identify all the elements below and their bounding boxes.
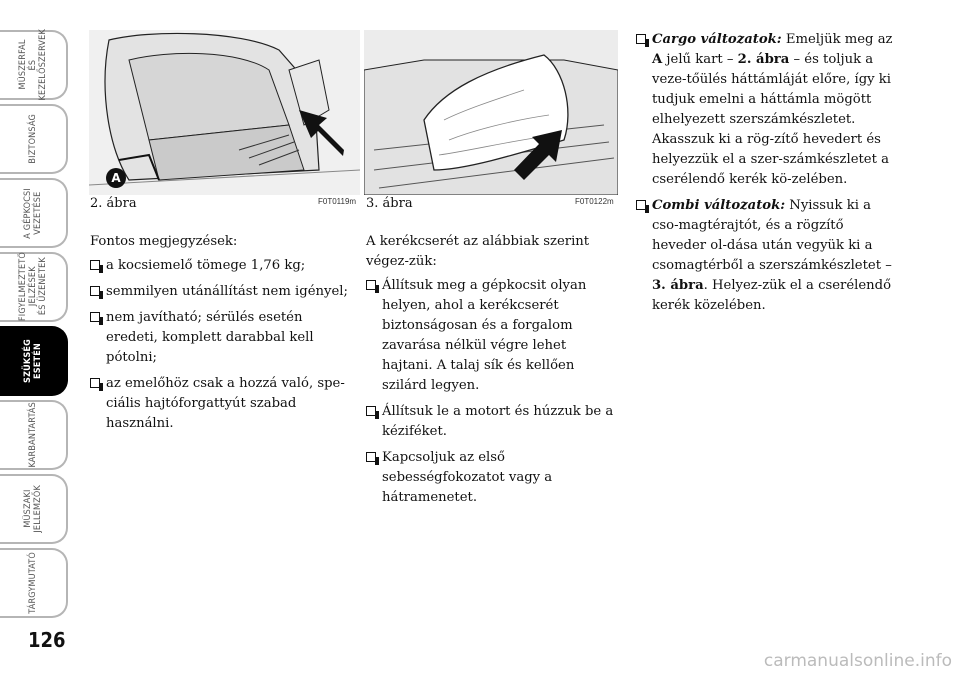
list-item — [366, 402, 618, 442]
tab-label: TÁRGYMUTATÓ — [28, 552, 38, 614]
figure-ref: 3. ábra — [652, 278, 704, 293]
list-item-text: Állítsuk meg a gépkocsit olyan helyen, ahol a kerékcserét biztonságosan és a forgalom zavarása nélkül végre lehet hajtani. A talaj sík és kellően szilárd legyen. — [382, 278, 587, 393]
list-item-text: Állítsuk le a motort és húzzuk be a kéziféket. — [382, 404, 614, 439]
figure-3-cargo-area — [364, 30, 618, 195]
checkbox-bullet-icon — [636, 200, 646, 210]
checkbox-bullet-icon — [366, 406, 376, 416]
list-item — [636, 196, 894, 316]
checkbox-bullet-icon — [366, 280, 376, 290]
tab-label: BIZTONSÁG — [28, 114, 38, 164]
figure-2-caption: 2. ábra — [90, 196, 137, 211]
tab-label: MŰSZAKI JELLEMZŐK — [23, 485, 43, 533]
notes-intro: Fontos megjegyzések: — [90, 234, 238, 249]
tab-biztonsag[interactable] — [0, 104, 68, 174]
tab-karbantartas[interactable] — [0, 400, 68, 470]
cargo-illustration — [364, 30, 618, 195]
watermark: carmanualsonline.info — [763, 651, 952, 671]
tab-label: KARBANTARTÁS — [28, 402, 38, 468]
tab-muszaki-jellemzok[interactable] — [0, 474, 68, 544]
list-item — [366, 448, 618, 508]
list-item-text: Kapcsoljuk az első sebességfokozatot vagy a hátramenetet. — [382, 450, 553, 505]
cargo-lead: Cargo változatok: — [652, 32, 782, 47]
variants-column — [636, 30, 894, 322]
seat-illustration — [89, 30, 360, 195]
tab-label: A GÉPKOCSI VEZETÉSE — [23, 187, 43, 239]
text-run: jelű kart – — [662, 52, 738, 67]
checkbox-bullet-icon — [366, 452, 376, 462]
tab-gepkocsi-vezetese[interactable] — [0, 178, 68, 248]
tab-label: SZÜKSÉG ESETÉN — [23, 339, 43, 383]
list-item — [90, 308, 352, 368]
tab-figyelmezteto-jelzesek[interactable] — [0, 252, 68, 322]
figure-3-caption: 3. ábra — [366, 196, 413, 211]
figure-ref: 2. ábra — [737, 52, 790, 67]
list-item — [366, 276, 618, 396]
list-item — [90, 374, 352, 434]
procedure-column — [366, 232, 618, 514]
figure-3-code: F0T0122m — [575, 197, 614, 206]
checkbox-bullet-icon — [90, 260, 100, 270]
list-item-text: nem javítható; sérülés esetén eredeti, komplett darabbal kell pótolni; — [106, 310, 314, 365]
text-run: . Helyez-zük el a cserélendő kerék közelében. — [652, 278, 892, 313]
checkbox-bullet-icon — [90, 378, 100, 388]
checkbox-bullet-icon — [90, 312, 100, 322]
procedure-intro: A kerékcserét az alábbiak szerint végez-zük: — [366, 234, 590, 269]
tab-muszerfal[interactable] — [0, 30, 68, 100]
text-run: Nyissuk ki a cso-magtérajtót, és a rögzítő heveder ol-dása után vegyük ki a csomagtérből a szerszámkészletet – — [652, 198, 892, 273]
tab-targymutato[interactable] — [0, 548, 68, 618]
tab-label: FIGYELMEZTETŐ JELZÉSEK ÉS ÜZENETEK — [18, 252, 48, 322]
checkbox-bullet-icon — [90, 286, 100, 296]
text-run-bold: A — [652, 52, 663, 67]
checkbox-bullet-icon — [636, 34, 646, 44]
list-item — [90, 282, 352, 302]
figure-2-seat-lever — [89, 30, 360, 195]
list-item — [636, 30, 894, 190]
text-run: – és toljuk a veze-tőülés háttámláját előre, így ki tudjuk emelni a háttámla mögött elhelyezett szerszámkészletet. Akasszuk ki a rög-zítő hevedert és helyezzük el a szer-számkészletet a cserélendő kerék kö-zelében. — [652, 52, 891, 187]
page-number: 126 — [28, 628, 66, 652]
tab-label: MŰSZERFAL ÉS KEZELŐSZERVEK — [18, 29, 48, 101]
list-item-text: semmilyen utánállítást nem igényel; — [106, 284, 348, 299]
figure-2-code: F0T0119m — [318, 197, 357, 206]
notes-column — [90, 232, 352, 440]
tab-szukseg-eseten[interactable] — [0, 326, 68, 396]
list-item — [90, 256, 352, 276]
list-item-text: a kocsiemelő tömege 1,76 kg; — [106, 258, 306, 273]
combi-lead: Combi változatok: — [652, 198, 786, 213]
list-item-text: az emelőhöz csak a hozzá való, spe-ciális hajtóforgattyút szabad használni. — [106, 376, 345, 431]
text-run: Emeljük meg az — [781, 32, 893, 47]
marker-a: A — [106, 168, 126, 188]
